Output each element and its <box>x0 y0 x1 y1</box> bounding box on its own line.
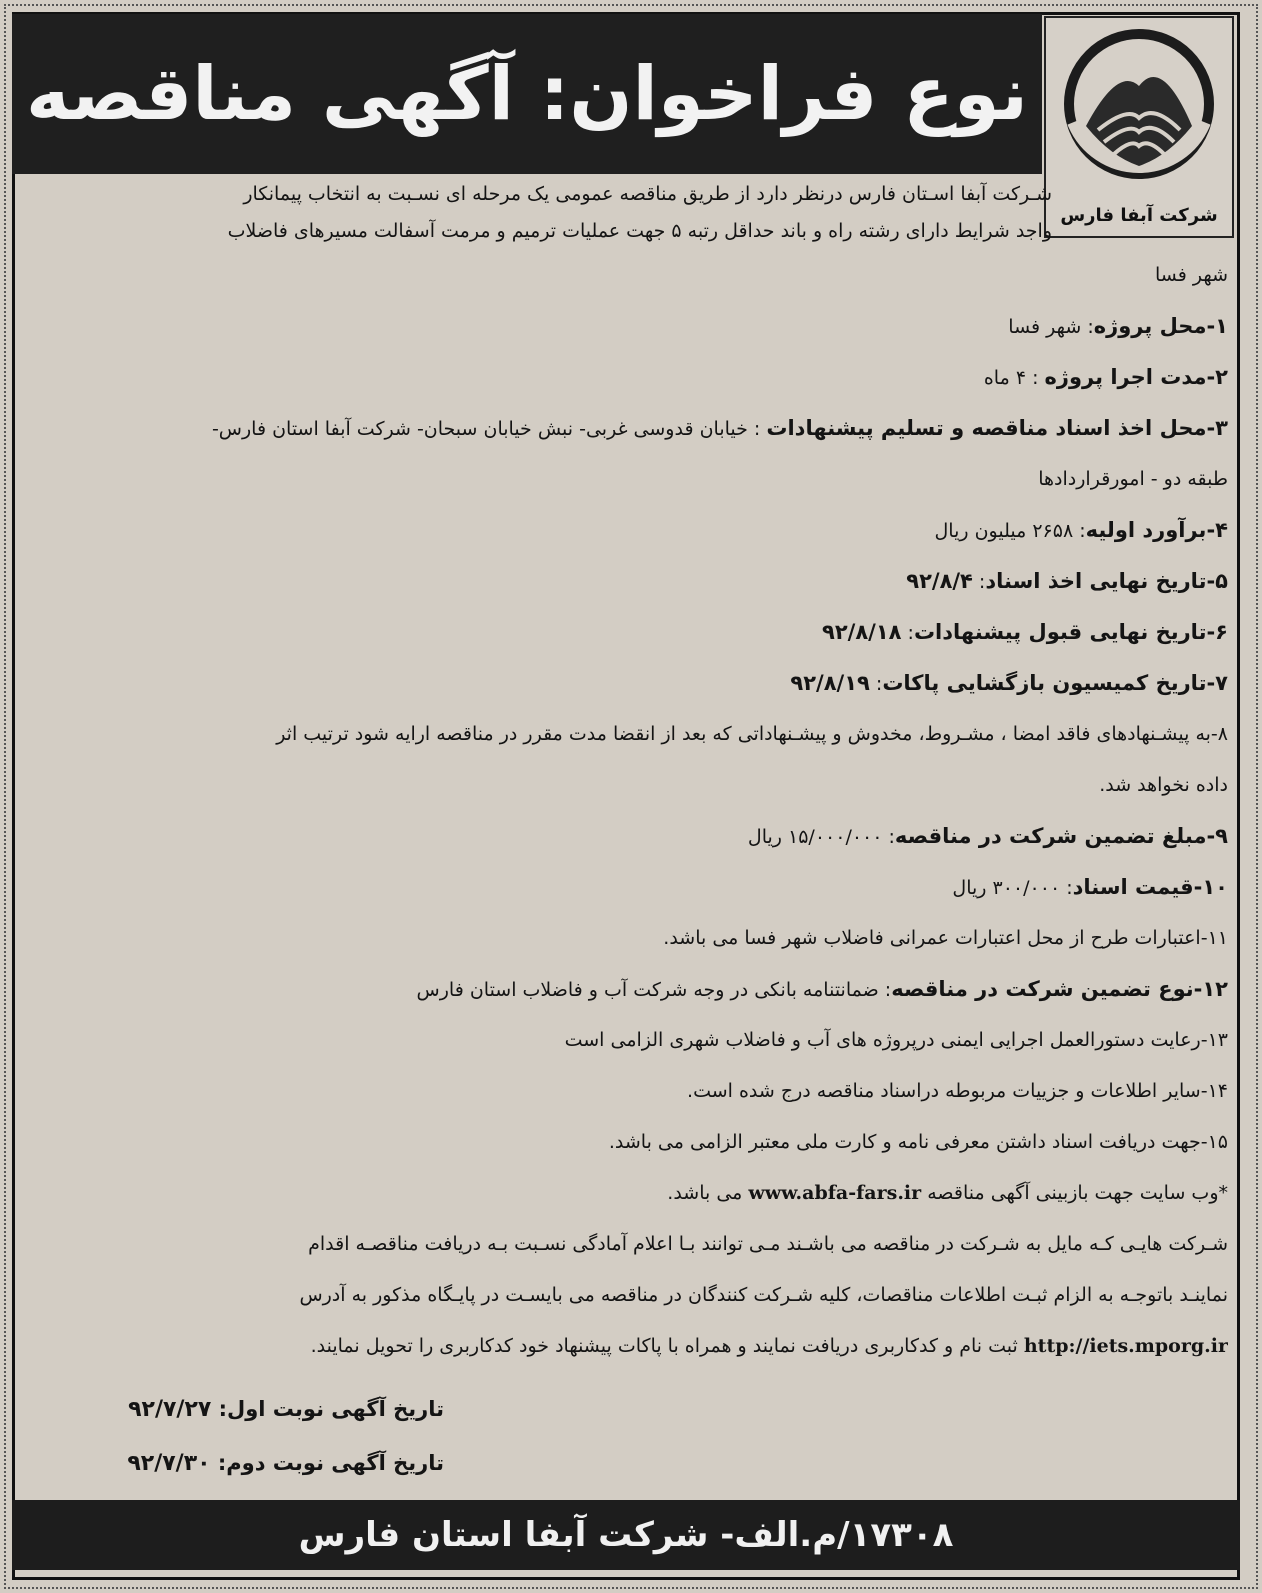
footer-banner <box>12 1500 1240 1570</box>
item-guarantee-type: ۱۲-نوع تضمین شرکت در مناقصه: ضمانتنامه بانکی در وجه شرکت آب و فاضلاب استان فارس <box>416 977 1228 1001</box>
intro-line-1: شـرکت آبفا اسـتان فارس درنظر دارد از طریق مناقصه عمومی یک مرحله ای نسـبت به انتخاب پیمانکار <box>243 183 1052 205</box>
item-label: ۳-محل اخذ اسناد مناقصه و تسلیم پیشنهادات <box>766 416 1228 440</box>
item-required-documents: ۱۵-جهت دریافت اسناد داشتن معرفی نامه و کارت ملی معتبر الزامی می باشد. <box>608 1131 1228 1153</box>
item-invalid-proposals: ۸-به پیشـنهادهای فاقد امضا ، مشـروط، مخدوش و پیشـنهاداتی که بعد از انقضا مدت مقرر در مناقصه ارایه شود ترتیب اثر <box>276 723 1228 745</box>
item-label: ۶-تاریخ نهایی قبول پیشنهادات <box>913 620 1228 644</box>
item-document-price: ۱۰-قیمت اسناد: ۳۰۰/۰۰۰ ریال <box>952 875 1228 899</box>
first-publication-date <box>24 1382 444 1436</box>
item-value: ضمانتنامه بانکی در وجه شرکت آب و فاضلاب استان فارس <box>416 979 879 1001</box>
item-value: ۱۵/۰۰۰/۰۰۰ ریال <box>747 826 883 848</box>
logo-caption: شرکت آبفا فارس <box>1060 205 1218 226</box>
item-label: ۱۲-نوع تضمین شرکت در مناقصه <box>891 977 1228 1001</box>
item-value: شهر فسا <box>1008 316 1082 338</box>
date-value: ۹۲/۷/۲۷ <box>128 1397 212 1422</box>
item-value: ۹۲/۸/۱۹ <box>790 671 870 695</box>
item-funding-source: ۱۱-اعتبارات طرح از محل اعتبارات عمرانی فاضلاب شهر فسا می باشد. <box>663 927 1228 949</box>
page-title: نوع فراخوان: آگهی مناقصه <box>26 51 1028 137</box>
registration-link[interactable]: http://iets.mporg.ir <box>1023 1335 1228 1357</box>
closing-line-2: نماینـد باتوجـه به الزام ثبـت اطلاعات مناقصات، کلیه شـرکت کنندگان در مناقصه می بایسـت در پایـگاه مذکور به آدرس <box>299 1284 1228 1306</box>
item-label: ۷-تاریخ کمیسیون بازگشایی پاکات <box>882 671 1228 695</box>
intro-line-3: شهر فسا <box>1154 264 1228 286</box>
item-label: ۵-تاریخ نهایی اخذ اسناد <box>985 569 1228 593</box>
item-invalid-proposals-continued: داده نخواهد شد. <box>1099 774 1228 796</box>
item-opening-commission: ۷-تاریخ کمیسیون بازگشایی پاکات: ۹۲/۸/۱۹ <box>790 671 1228 695</box>
item-document-deadline: ۵-تاریخ نهایی اخذ اسناد: ۹۲/۸/۴ <box>906 569 1228 593</box>
item-guarantee-amount: ۹-مبلغ تضمین شرکت در مناقصه: ۱۵/۰۰۰/۰۰۰ ریال <box>747 824 1228 848</box>
item-document-location: ۳-محل اخذ اسناد مناقصه و تسلیم پیشنهادات : خیابان قدوسی غربی- نبش خیابان سبحان- شرکت آبفا استان فارس- <box>211 416 1228 440</box>
item-value: ۴ ماه <box>983 367 1027 389</box>
footer-reference: ۱۷۳۰۸/م.الف- شرکت آبفا استان فارس <box>298 1515 954 1555</box>
notice-body <box>46 176 1228 1372</box>
item-initial-estimate: ۴-برآورد اولیه: ۲۶۵۸ میلیون ریال <box>934 518 1228 542</box>
item-proposal-deadline: ۶-تاریخ نهایی قبول پیشنهادات: ۹۲/۸/۱۸ <box>822 620 1228 644</box>
closing-line-3: http://iets.mporg.ir ثبت نام و کدکاربری دریافت نمایند و همراه با پاکات پیشنهاد خود کدکاربری را تحویل نمایند. <box>310 1335 1228 1357</box>
website-link[interactable]: www.abfa-fars.ir <box>748 1182 922 1204</box>
item-label: ۱۰-قیمت اسناد <box>1072 875 1228 899</box>
water-drop-logo-icon <box>1058 26 1220 198</box>
closing-line-1: شـرکت هایـی کـه مایل به شـرکت در مناقصه می باشـند مـی توانند بـا اعلام آمادگی نسـبت بـه دریافت مناقصـه اقدام <box>308 1233 1228 1255</box>
item-project-duration: ۲-مدت اجرا پروژه : ۴ ماه <box>983 365 1228 389</box>
item-value: ۹۲/۸/۴ <box>906 569 973 593</box>
item-value: ۲۶۵۸ میلیون ریال <box>934 520 1074 542</box>
item-safety-rules: ۱۳-رعایت دستورالعمل اجرایی ایمنی درپروژه های آب و فاضلاب شهری الزامی است <box>564 1029 1228 1051</box>
item-project-location: ۱-محل پروژه: شهر فسا <box>1008 314 1228 338</box>
item-label: ۹-مبلغ تضمین شرکت در مناقصه <box>894 824 1228 848</box>
second-publication-date <box>24 1436 444 1490</box>
publication-dates <box>24 1382 444 1490</box>
website-note: *وب سایت جهت بازبینی آگهی مناقصه www.abfa-fars.ir می باشد. <box>667 1182 1228 1204</box>
item-label: ۲-مدت اجرا پروژه <box>1044 365 1228 389</box>
item-document-location-continued: طبقه دو - امورقراردادها <box>1038 468 1228 490</box>
item-other-info: ۱۴-سایر اطلاعات و جزییات مربوطه دراسناد مناقصه درج شده است. <box>687 1080 1228 1102</box>
item-value: ۹۲/۸/۱۸ <box>822 620 902 644</box>
item-label: ۴-برآورد اولیه <box>1085 518 1228 542</box>
intro-line-2: واجد شرایط دارای رشته راه و باند حداقل رتبه ۵ جهت عملیات ترمیم و مرمت آسفالت مسیرهای فاضلاب <box>227 220 1052 242</box>
item-label: ۱-محل پروژه <box>1093 314 1228 338</box>
date-value: ۹۲/۷/۳۰ <box>127 1451 211 1476</box>
item-value: خیابان قدوسی غربی- نبش خیابان سبحان- شرکت آبفا استان فارس- <box>211 418 748 440</box>
date-label: تاریخ آگهی نوبت دوم: <box>210 1451 444 1475</box>
item-value: ۳۰۰/۰۰۰ ریال <box>952 877 1061 899</box>
date-label: تاریخ آگهی نوبت اول: <box>211 1397 444 1421</box>
header-banner <box>12 14 1042 174</box>
